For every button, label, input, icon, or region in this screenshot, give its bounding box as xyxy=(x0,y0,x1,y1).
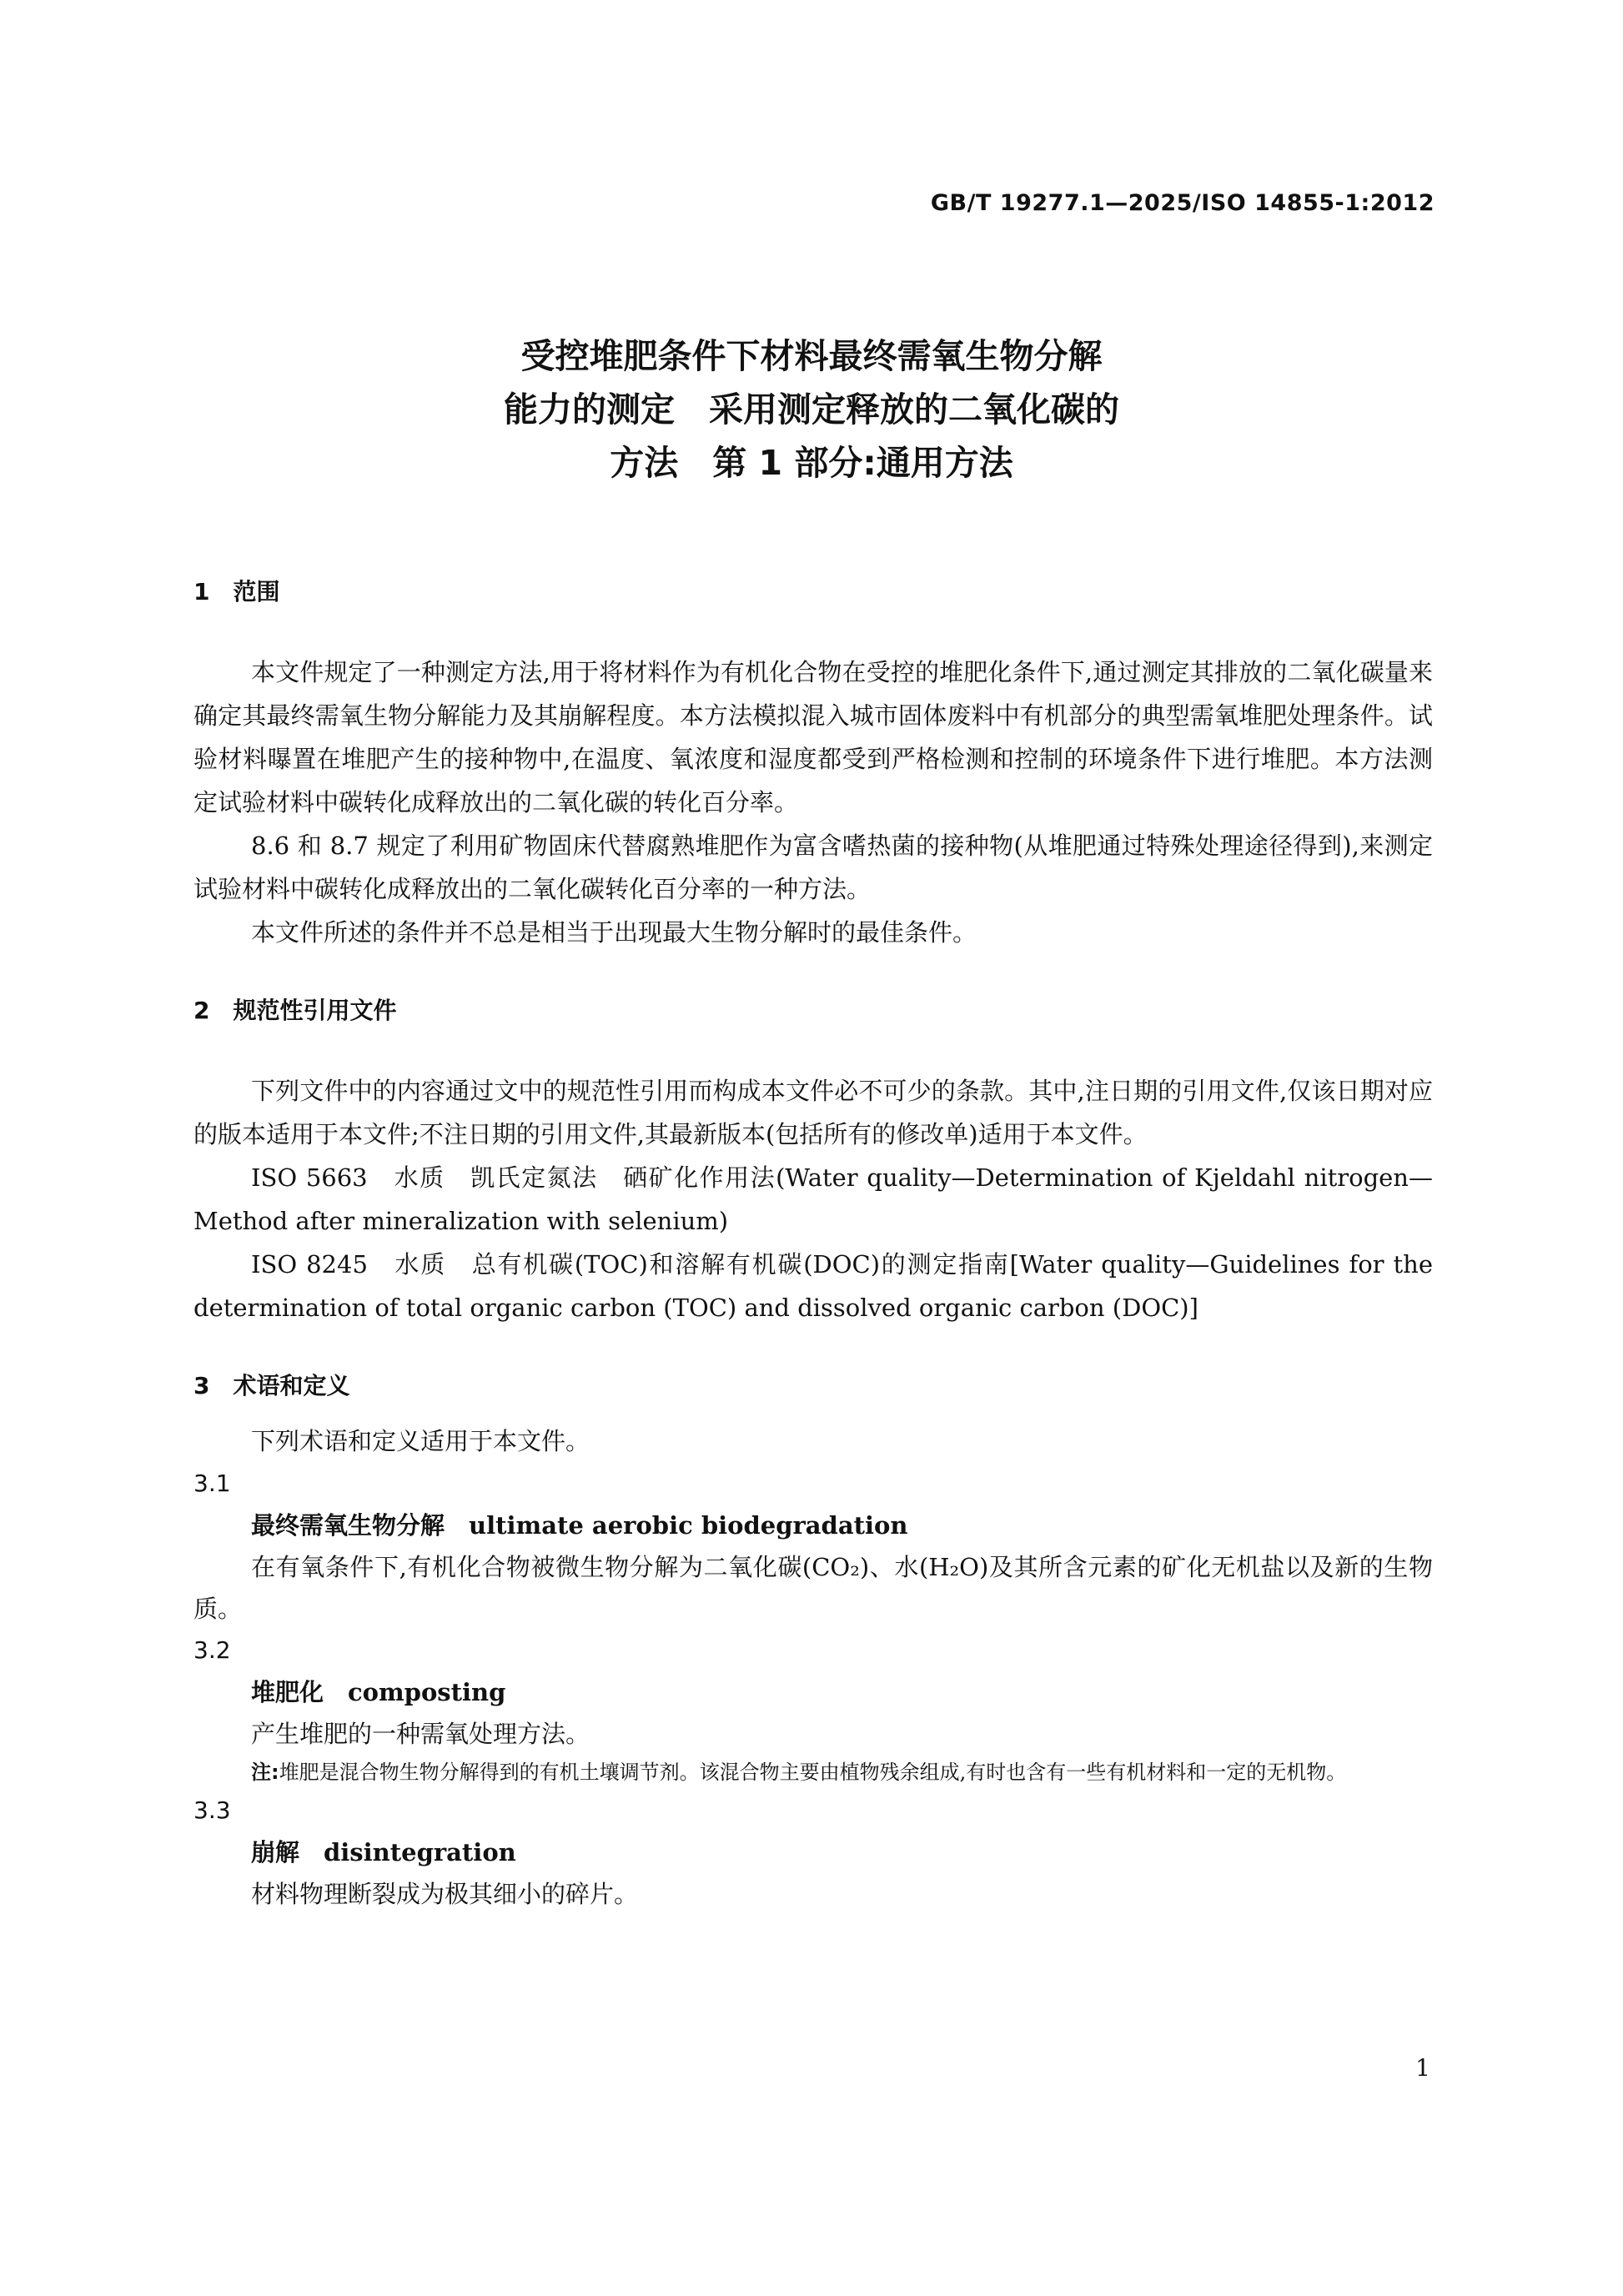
title-line-2: 能力的测定 采用测定释放的二氧化碳的 xyxy=(504,389,1119,430)
document-code xyxy=(931,190,1435,216)
section-1-heading: 1 范围 xyxy=(193,578,280,605)
title-line-3: 方法 第 1 部分:通用方法 xyxy=(610,443,1013,483)
document-body xyxy=(193,575,1433,1915)
clause-3-2-term: 堆肥化 composting xyxy=(251,1678,506,1706)
section-1-paragraph-1: 本文件规定了一种测定方法,用于将材料作为有机化合物在受控的堆肥化条件下,通过测定其排放的二氧化碳量来确定其最终需氧生物分解能力及其崩解程度。本方法模拟混入城市固体废料中有机部分的典型需氧堆肥处理条件。试验材料曝置在堆肥产生的接种物中,在温度、氧浓度和湿度都受到严格检测和控制的环境条件下进行堆肥。本方法测定试验材料中碳转化成释放出的二氧化碳的转化百分率。 xyxy=(193,658,1433,816)
normative-reference-iso-8245: ISO 8245 水质 总有机碳(TOC)和溶解有机碳(DOC)的测定指南[Water quality—Guidelines for the determination of total organic carbon (TOC) and dissolved organic carbon (DOC)] xyxy=(193,1250,1433,1322)
section-2-paragraph-1: 下列文件中的内容通过文中的规范性引用而构成本文件必不可少的条款。其中,注日期的引用文件,仅该日期对应的版本适用于本文件;不注日期的引用文件,其最新版本(包括所有的修改单)适用于本文件。 xyxy=(193,1077,1433,1148)
section-2-heading: 2 规范性引用文件 xyxy=(193,997,397,1024)
note-label: 注: xyxy=(251,1761,279,1784)
clause-3-1-number: 3.1 xyxy=(193,1470,231,1497)
section-3-intro: 下列术语和定义适用于本文件。 xyxy=(251,1427,590,1455)
clause-3-3-number: 3.3 xyxy=(193,1796,231,1824)
note-text: 堆肥是混合物生物分解得到的有机土壤调节剂。该混合物主要由植物残余组成,有时也含有一些有机材料和一定的无机物。 xyxy=(279,1761,1347,1784)
clause-3-3-definition: 材料物理断裂成为极其细小的碎片。 xyxy=(251,1880,639,1908)
normative-reference-iso-5663: ISO 5663 水质 凯氏定氮法 硒矿化作用法(Water quality—Determination of Kjeldahl nitrogen—Method after mineralization with selenium) xyxy=(193,1163,1433,1235)
clause-3-2-note xyxy=(193,1755,1433,1790)
clause-3-2-number: 3.2 xyxy=(193,1636,231,1664)
title-line-1: 受控堆肥条件下材料最终需氧生物分解 xyxy=(520,336,1103,376)
document-code-text: GB/T 19277.1—2025/ISO 14855-1:2012 xyxy=(930,190,1435,216)
section-3-heading: 3 术语和定义 xyxy=(193,1372,350,1399)
clause-3-1-definition: 在有氧条件下,有机化合物被微生物分解为二氧化碳(CO₂)、水(H₂O)及其所含元素的矿化无机盐以及新的生物质。 xyxy=(193,1553,1433,1623)
clause-3-3-term: 崩解 disintegration xyxy=(251,1838,516,1866)
clause-3-2-definition: 产生堆肥的一种需氧处理方法。 xyxy=(251,1720,590,1748)
document-title xyxy=(0,329,1623,490)
section-1-paragraph-2: 8.6 和 8.7 规定了利用矿物固床代替腐熟堆肥作为富含嗜热菌的接种物(从堆肥通过特殊处理途径得到),来测定试验材料中碳转化成释放出的二氧化碳转化百分率的一种方法。 xyxy=(193,831,1433,903)
section-1-paragraph-3: 本文件所述的条件并不总是相当于出现最大生物分解时的最佳条件。 xyxy=(251,918,977,947)
clause-3-1-term: 最终需氧生物分解 ultimate aerobic biodegradation xyxy=(251,1511,908,1540)
page-number: 1 xyxy=(1415,2054,1430,2082)
